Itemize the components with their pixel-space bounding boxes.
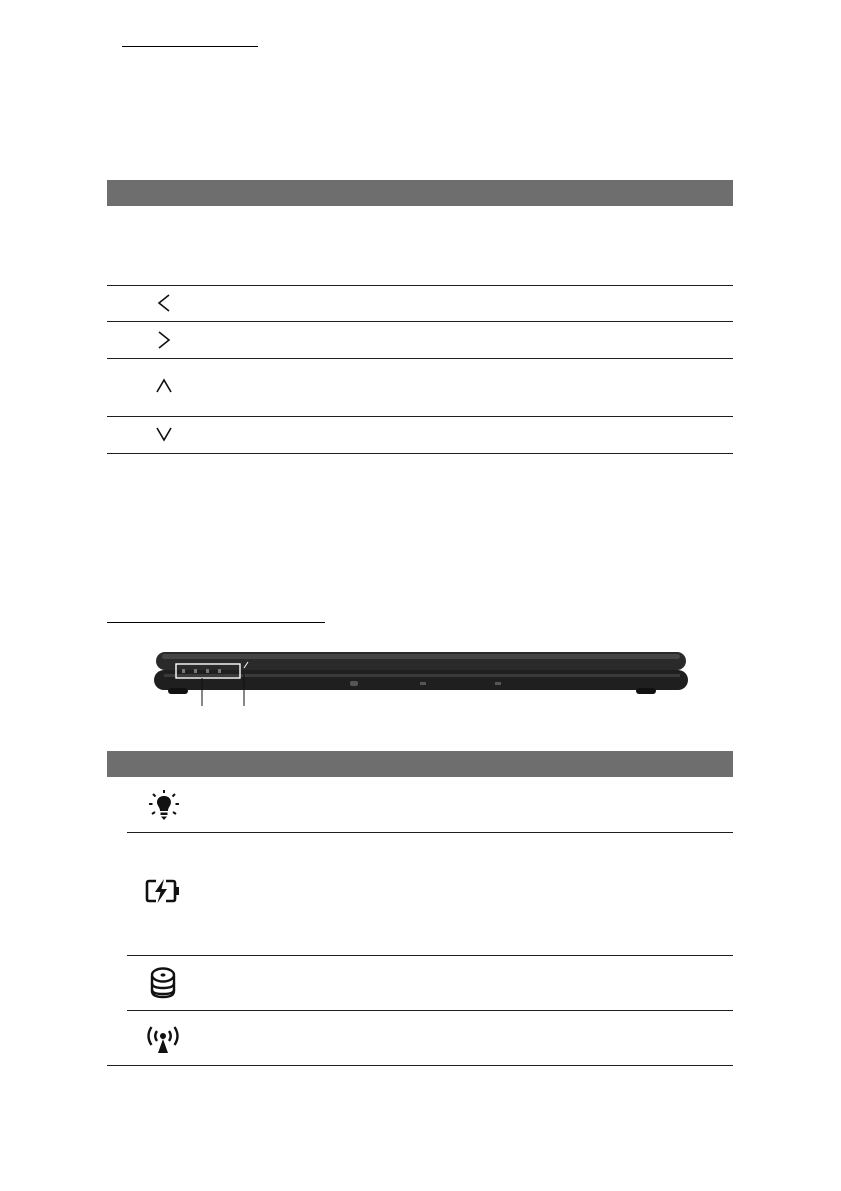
table1-row-2 (107, 286, 733, 321)
table1-row-5 (107, 417, 733, 453)
wireless-icon (141, 1023, 185, 1055)
battery-charging-icon (145, 877, 181, 905)
table1-header (107, 180, 733, 206)
table2-header (107, 751, 733, 777)
hdd-icon (147, 966, 179, 1000)
table1-row-3 (107, 322, 733, 358)
chevron-right-icon (157, 330, 171, 350)
table1-row-1 (107, 207, 733, 285)
chevron-down-icon (155, 426, 173, 442)
table2-bottom-rule (107, 1065, 733, 1066)
chevron-left-icon (157, 293, 171, 313)
power-light-icon (147, 789, 181, 823)
table2-row-3 (107, 956, 733, 1010)
front-view-heading (107, 610, 325, 622)
laptop-front-illustration (150, 636, 690, 708)
table1-bottom-rule (107, 453, 733, 454)
table2-row-2 (107, 833, 733, 955)
table1-row-4 (107, 359, 733, 416)
front-view-heading-underline (107, 622, 325, 623)
table2-row-4 (107, 1011, 733, 1065)
table2-row-1 (107, 777, 733, 832)
top-section-heading (122, 34, 258, 46)
chevron-up-icon (155, 378, 173, 394)
top-heading-underline (122, 46, 258, 47)
